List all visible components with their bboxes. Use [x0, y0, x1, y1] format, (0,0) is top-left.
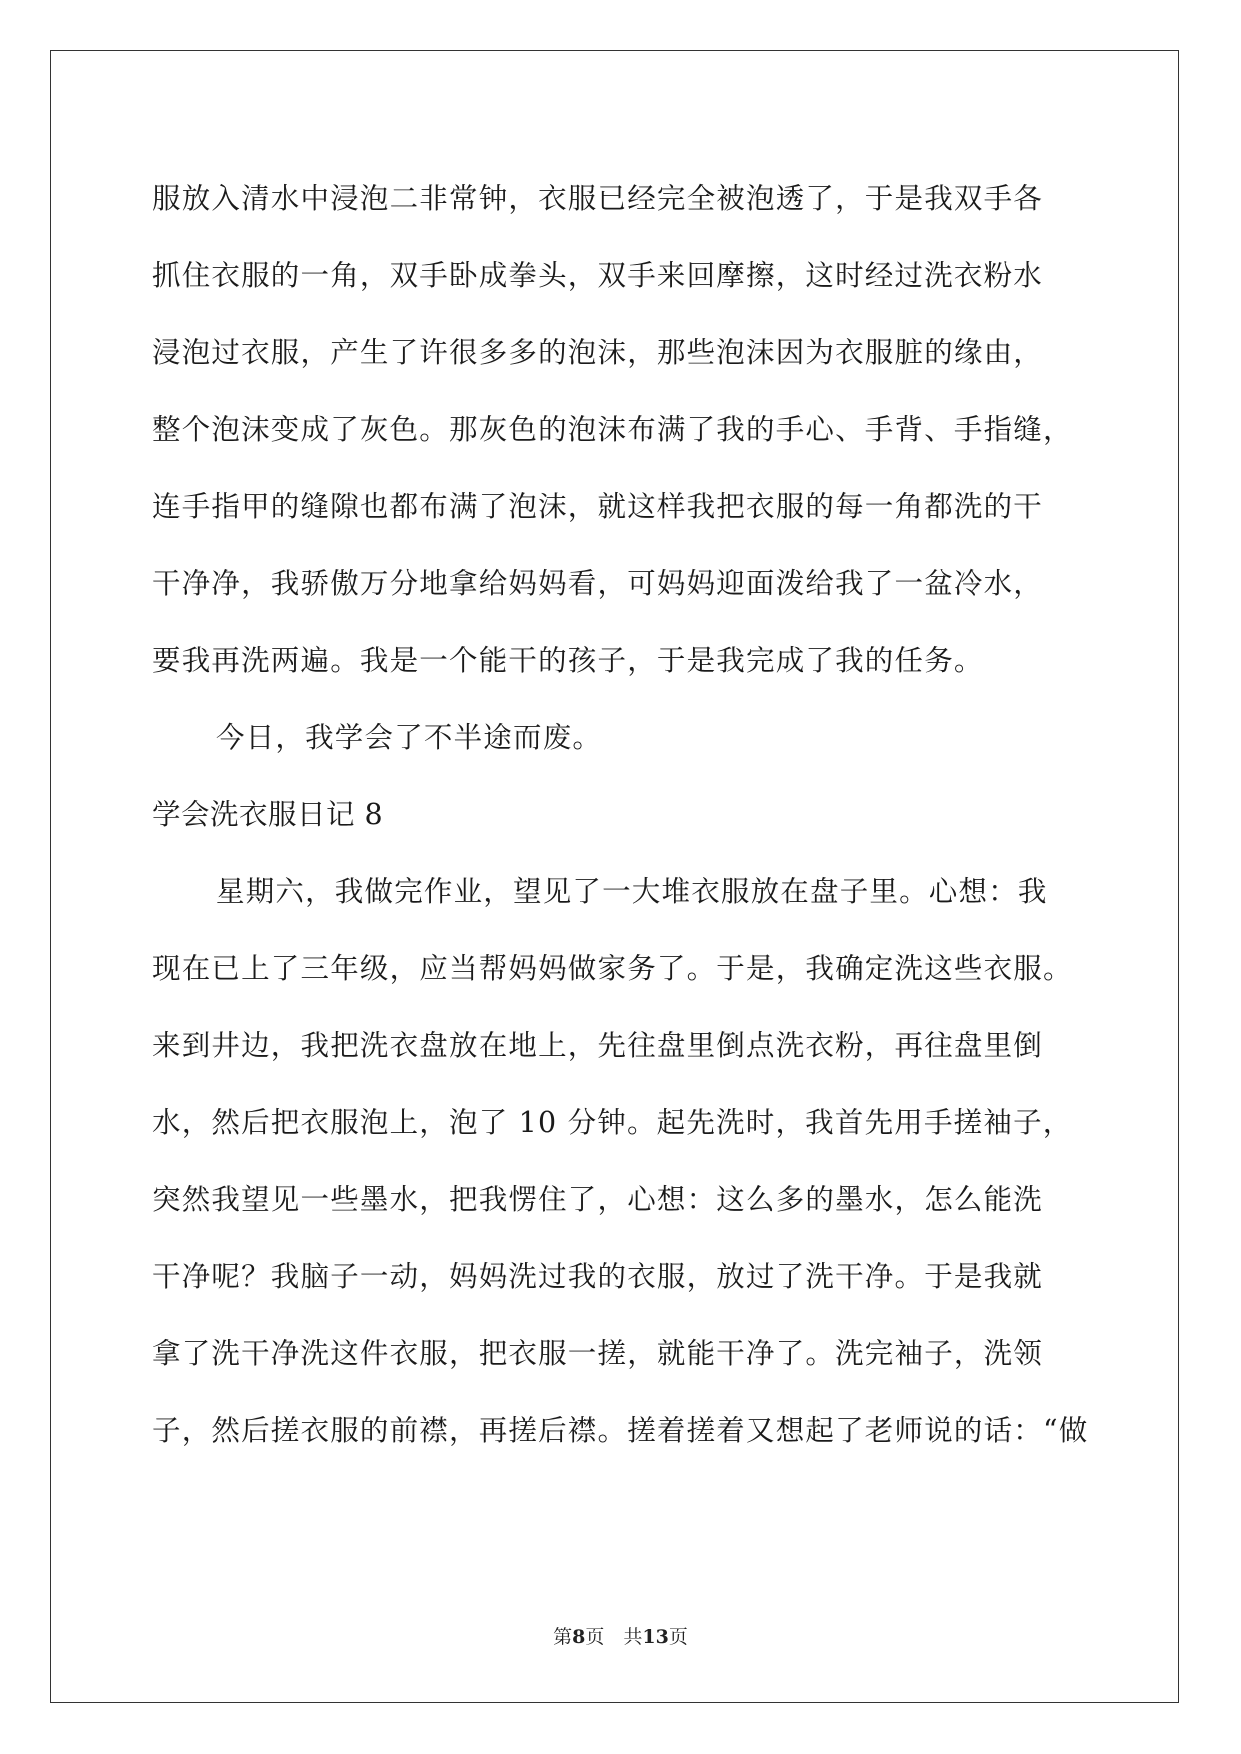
text-line: 突然我望见一些墨水，把我愣住了，心想：这么多的墨水，怎么能洗	[152, 1183, 1044, 1216]
page-footer	[0, 1622, 1241, 1649]
text-line: 浸泡过衣服，产生了许很多多的泡沫，那些泡沫因为衣服脏的缘由，	[152, 336, 1044, 369]
paragraph-line: 星期六，我做完作业，望见了一大堆衣服放在盘子里。心想：我	[216, 875, 1048, 908]
current-page-number: 8	[572, 1626, 586, 1648]
text-line: 要我再洗两遍。我是一个能干的孩子，于是我完成了我的任务。	[152, 644, 984, 677]
text-line: 抓住衣服的一角，双手卧成拳头，双手来回摩擦，这时经过洗衣粉水	[152, 259, 1044, 292]
text-line: 来到井边，我把洗衣盘放在地上，先往盘里倒点洗衣粉，再往盘里倒	[152, 1029, 1044, 1062]
text-line: 子，然后搓衣服的前襟，再搓后襟。搓着搓着又想起了老师说的话：“做	[152, 1414, 1089, 1447]
text-line: 连手指甲的缝隙也都布满了泡沫，就这样我把衣服的每一角都洗的干	[152, 490, 1044, 523]
text-line: 服放入清水中浸泡二非常钟，衣服已经完全被泡透了，于是我双手各	[152, 182, 1044, 215]
text-line: 水，然后把衣服泡上，泡了 10 分钟。起先洗时，我首先用手搓袖子，	[152, 1106, 1073, 1139]
text-line: 整个泡沫变成了灰色。那灰色的泡沫布满了我的手心、手背、手指缝，	[152, 413, 1073, 446]
text-line: 拿了洗干净洗这件衣服，把衣服一搓，就能干净了。洗完袖子，洗领	[152, 1337, 1044, 1370]
document-body	[152, 160, 1092, 1469]
total-page-number: 13	[642, 1626, 669, 1648]
footer-suffix: 页	[668, 1626, 688, 1648]
text-line: 干净净，我骄傲万分地拿给妈妈看，可妈妈迎面泼给我了一盆冷水，	[152, 567, 1044, 600]
paragraph-line: 今日，我学会了不半途而废。	[216, 721, 603, 754]
text-line: 现在已上了三年级，应当帮妈妈做家务了。于是，我确定洗这些衣服。	[152, 952, 1073, 985]
footer-mid: 页 共	[585, 1626, 643, 1648]
footer-prefix: 第	[553, 1626, 573, 1648]
section-heading: 学会洗衣服日记 8	[152, 798, 384, 831]
text-line: 干净呢？我脑子一动，妈妈洗过我的衣服，放过了洗干净。于是我就	[152, 1260, 1044, 1293]
